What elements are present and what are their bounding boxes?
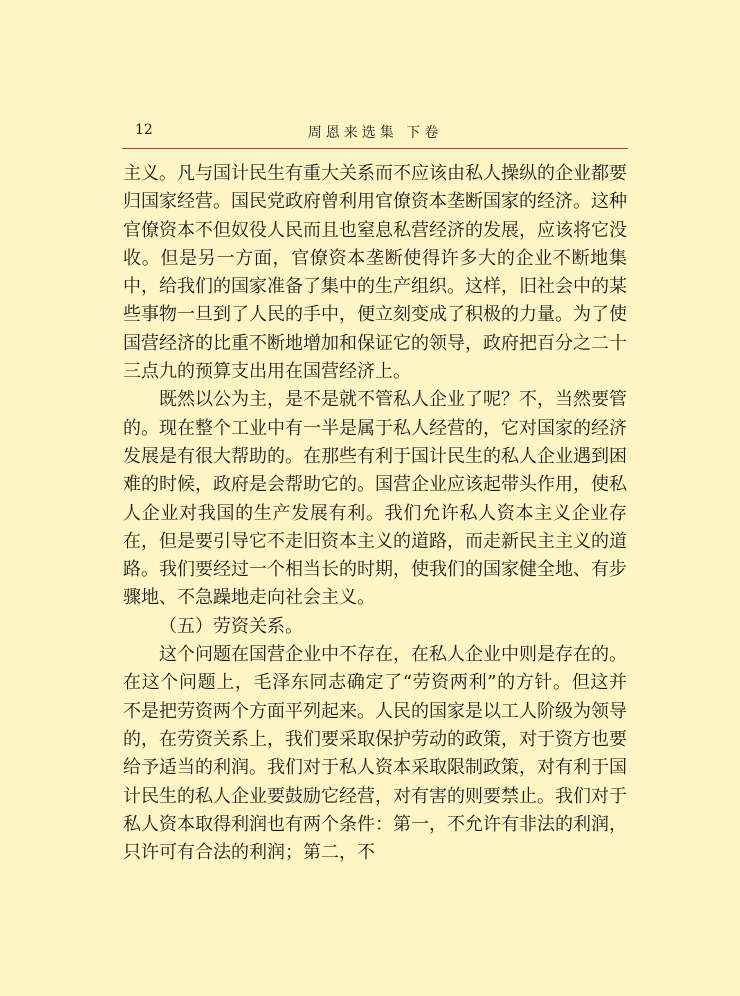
page-header [123, 122, 627, 146]
header-rule [122, 148, 628, 149]
section-heading-labor-capital: （五）劳资关系。 [159, 615, 303, 637]
page-number: 12 [135, 122, 153, 138]
paragraph-1: 主义。凡与国计民生有重大关系而不应该由私人操纵的企业都要归国家经营。国民党政府曾利用官僚资本垄断国家的经济。这种官僚资本不但奴役人民而且也窒息私营经济的发展，应该将它没收。但是另一方面，官僚资本垄断使得许多大的企业不断地集中，给我们的国家准备了集中的生产组织。这样，旧社会中的某些事物一旦到了人民的手中，便立刻变成了积极的力量。为了使国营经济的比重不断地增加和保证它的领导，政府把百分之二十三点九的预算支出用在国营经济上。 [123, 163, 627, 383]
running-head: 周恩来选集 下卷 [307, 125, 443, 141]
paragraph-3: 这个问题在国营企业中不存在，在私人企业中则是存在的。在这个问题上，毛泽东同志确定了“劳资两利”的方针。但这并不是把劳资两个方面平列起来。人民的国家是以工人阶级为领导的，在劳资关系上，我们要采取保护劳动的政策，对于资方也要给予适当的利润。我们对于私人资本采取限制政策，对有利于国计民生的私人企业要鼓励它经营，对有害的则要禁止。我们对于私人资本取得利润也有两个条件：第一，不允许有非法的利润，只许可有合法的利润；第二，不 [123, 644, 627, 864]
paragraph-2: 既然以公为主，是不是就不管私人企业了呢？不，当然要管的。现在整个工业中有一半是属于私人经营的，它对国家的经济发展是有很大帮助的。在那些有利于国计民生的私人企业遇到困难的时候，政府是会帮助它的。国营企业应该起带头作用，使私人企业对我国的生产发展有利。我们允许私人资本主义企业存在，但是要引导它不走旧资本主义的道路，而走新民主主义的道路。我们要经过一个相当长的时期，使我们的国家健全地、有步骤地、不急躁地走向社会主义。 [123, 389, 627, 609]
body-text [123, 160, 627, 867]
